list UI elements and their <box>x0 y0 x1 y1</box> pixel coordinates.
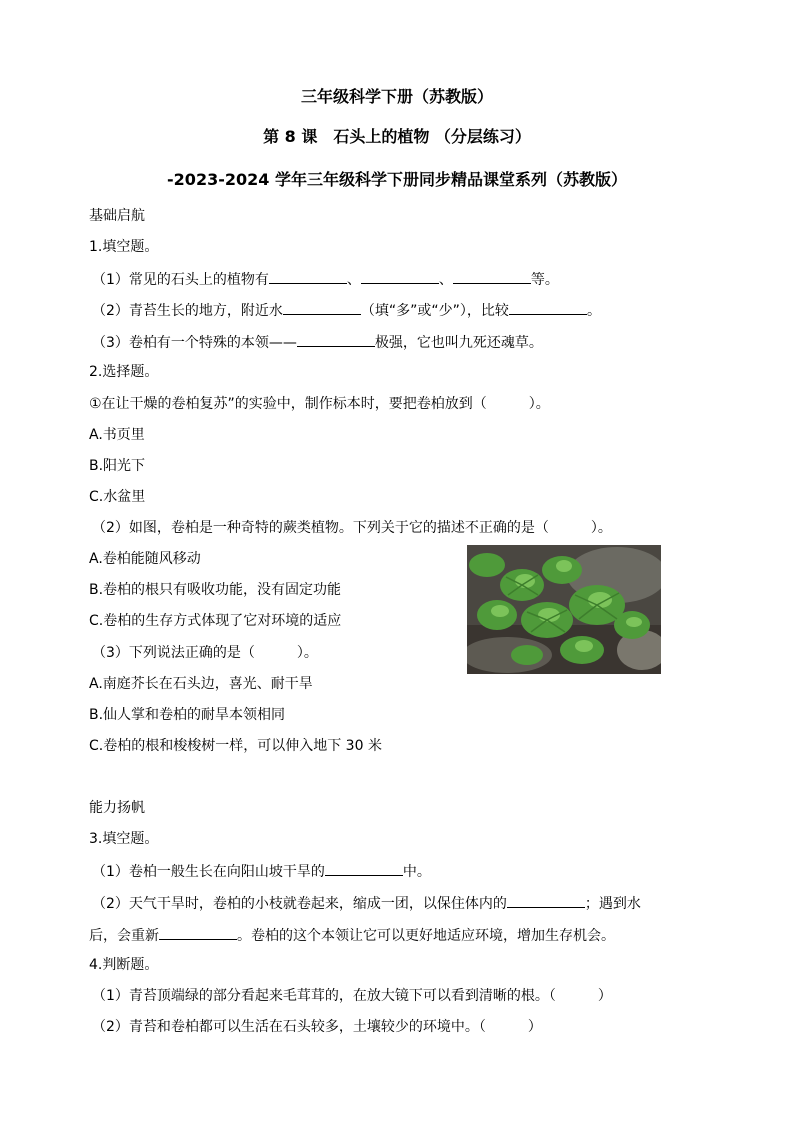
series-title: -2023-2024 学年三年级科学下册同步精品课堂系列（苏教版） <box>167 170 627 189</box>
option-c: C.卷柏的生存方式体现了它对环境的适应 <box>89 613 342 629</box>
question-4-item-1: （1）青苔顶端绿的部分看起来毛茸茸的，在放大镜下可以看到清晰的根。（ ） <box>92 988 612 1004</box>
question-3-item-2 <box>92 893 641 913</box>
text-segment: ；遇到水 <box>584 896 641 912</box>
text-segment: 中。 <box>402 864 431 880</box>
question-4-item-2: （2）青苔和卷柏都可以生活在石头较多，土壤较少的环境中。（ ） <box>92 1019 542 1035</box>
option-b: B.卷柏的根只有吸收功能，没有固定功能 <box>89 582 342 598</box>
text-segment: 。卷柏的这个本领让它可以更好地适应环境，增加生存机会。 <box>237 928 615 944</box>
text-segment: 。 <box>586 303 601 319</box>
text-segment: （2）天气干旱时，卷柏的小枝就卷起来，缩成一团，以保住体内的 <box>92 896 507 912</box>
answer-blank[interactable] <box>509 300 587 315</box>
option-b: B.阳光下 <box>89 458 146 474</box>
text-segment: （1）常见的石头上的植物有 <box>92 272 269 288</box>
answer-blank[interactable] <box>269 269 347 284</box>
question-3-item-1 <box>92 861 431 881</box>
answer-blank[interactable] <box>507 893 585 908</box>
text-segment: （1）卷柏一般生长在向阳山坡干旱的 <box>92 864 325 880</box>
answer-blank[interactable] <box>361 269 439 284</box>
text-segment: 等。 <box>530 272 559 288</box>
question-2-item-1: ①在让干燥的卷柏复苏”的实验中，制作标本时，要把卷柏放到（ ）。 <box>89 396 550 412</box>
question-1-title: 1.填空题。 <box>89 239 159 255</box>
text-segment: （3）卷柏有一个特殊的本领—— <box>92 335 297 351</box>
option-c: C.水盆里 <box>89 489 146 505</box>
text-segment: 、 <box>438 272 453 288</box>
answer-blank[interactable] <box>297 332 375 347</box>
option-c: C.卷柏的根和梭梭树一样，可以伸入地下 30 米 <box>89 738 382 754</box>
text-segment: （2）青苔生长的地方，附近水 <box>92 303 283 319</box>
option-a: A.卷柏能随风移动 <box>89 551 201 567</box>
spikemoss-photo <box>467 545 661 674</box>
lesson-title: 第 8 课 石头上的植物 （分层练习） <box>263 127 531 146</box>
question-1-item-3 <box>92 332 543 352</box>
section-label-basic: 基础启航 <box>89 208 145 224</box>
text-segment: 极强，它也叫九死还魂草。 <box>374 335 543 351</box>
question-3-item-2-continued <box>89 925 615 945</box>
question-2-item-2: （2）如图，卷柏是一种奇特的蕨类植物。下列关于它的描述不正确的是（ ）。 <box>92 520 612 536</box>
question-1-item-2 <box>92 300 601 320</box>
option-a: A.南庭芥长在石头边，喜光、耐干旱 <box>89 676 313 692</box>
question-2-title: 2.选择题。 <box>89 364 159 380</box>
answer-blank[interactable] <box>453 269 531 284</box>
text-segment: 、 <box>346 272 361 288</box>
option-b: B.仙人掌和卷柏的耐旱本领相同 <box>89 707 286 723</box>
question-1-item-1 <box>92 269 559 289</box>
text-segment: 后，会重新 <box>89 928 159 944</box>
text-segment: （填“多”或“少”），比较 <box>360 303 509 319</box>
document-title: 三年级科学下册（苏教版） <box>300 87 493 106</box>
answer-blank[interactable] <box>159 925 237 940</box>
section-label-ability: 能力扬帆 <box>89 800 145 816</box>
answer-blank[interactable] <box>325 861 403 876</box>
question-2-item-3: （3）下列说法正确的是（ ）。 <box>92 645 318 661</box>
option-a: A.书页里 <box>89 427 145 443</box>
question-3-title: 3.填空题。 <box>89 831 159 847</box>
answer-blank[interactable] <box>283 300 361 315</box>
question-4-title: 4.判断题。 <box>89 957 159 973</box>
